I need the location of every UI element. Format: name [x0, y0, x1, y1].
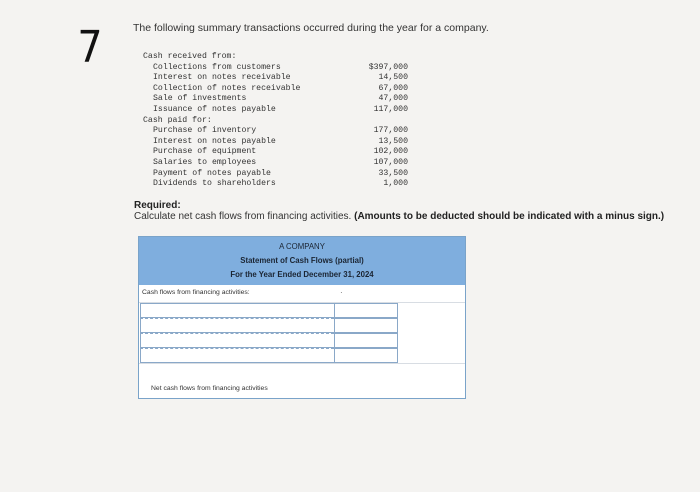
required-label: Required:: [134, 200, 181, 211]
ledger-row: Interest on notes payable 13,500: [153, 136, 408, 146]
company-name: A COMPANY: [279, 242, 325, 251]
ledger-row: Payment of notes payable 33,500: [153, 168, 408, 178]
ledger-row: Collection of notes receivable 67,000: [153, 83, 408, 93]
account-input[interactable]: [140, 318, 334, 333]
statement-title: Statement of Cash Flows (partial): [240, 256, 364, 265]
ledger-row: Interest on notes receivable 14,500: [153, 73, 408, 83]
entry-row: [139, 348, 465, 363]
cash-flow-statement: [138, 236, 466, 399]
statement-body: [139, 285, 465, 398]
cash-received-heading: Cash received from:: [143, 52, 237, 61]
net-cash-flows-label: Net cash flows from financing activities: [151, 385, 268, 392]
account-input[interactable]: [140, 303, 334, 318]
entry-row: [139, 333, 465, 348]
account-input[interactable]: [140, 333, 334, 348]
cash-paid-heading: Cash paid for:: [143, 115, 212, 125]
ledger-row: Issuance of notes payable 117,000: [153, 104, 408, 114]
statement-header: [139, 237, 465, 285]
transactions-ledger: [143, 52, 408, 190]
instruction-text: Calculate net cash flows from financing activities. (Amounts to be deducted should be indicated with a minus sign.): [134, 211, 665, 222]
ledger-row: Purchase of inventory 177,000: [153, 126, 408, 136]
amount-input[interactable]: [334, 348, 398, 363]
amount-input[interactable]: [334, 333, 398, 348]
amount-input[interactable]: [334, 303, 398, 318]
spacer-row: [139, 363, 465, 380]
entry-row: [139, 303, 465, 318]
ledger-row: Sale of investments 47,000: [153, 94, 408, 104]
entry-row: [139, 318, 465, 333]
ledger-row: Purchase of equipment 102,000: [153, 147, 408, 157]
intro-text: The following summary transactions occurred during the year for a company.: [133, 22, 489, 34]
account-input[interactable]: [140, 348, 334, 363]
financing-section-label: Cash flows from financing activities: ·: [139, 285, 465, 303]
question-number: 7: [77, 22, 103, 73]
ledger-row: Salaries to employees 107,000: [153, 157, 408, 167]
ledger-row: Collections from customers $397,000: [153, 62, 408, 72]
amount-input[interactable]: [334, 318, 398, 333]
ledger-row: Dividends to shareholders 1,000: [153, 179, 408, 189]
instruction-note: (Amounts to be deducted should be indicated with a minus sign.): [354, 211, 665, 222]
statement-period: For the Year Ended December 31, 2024: [230, 270, 374, 279]
dot-marker: ·: [340, 288, 343, 297]
